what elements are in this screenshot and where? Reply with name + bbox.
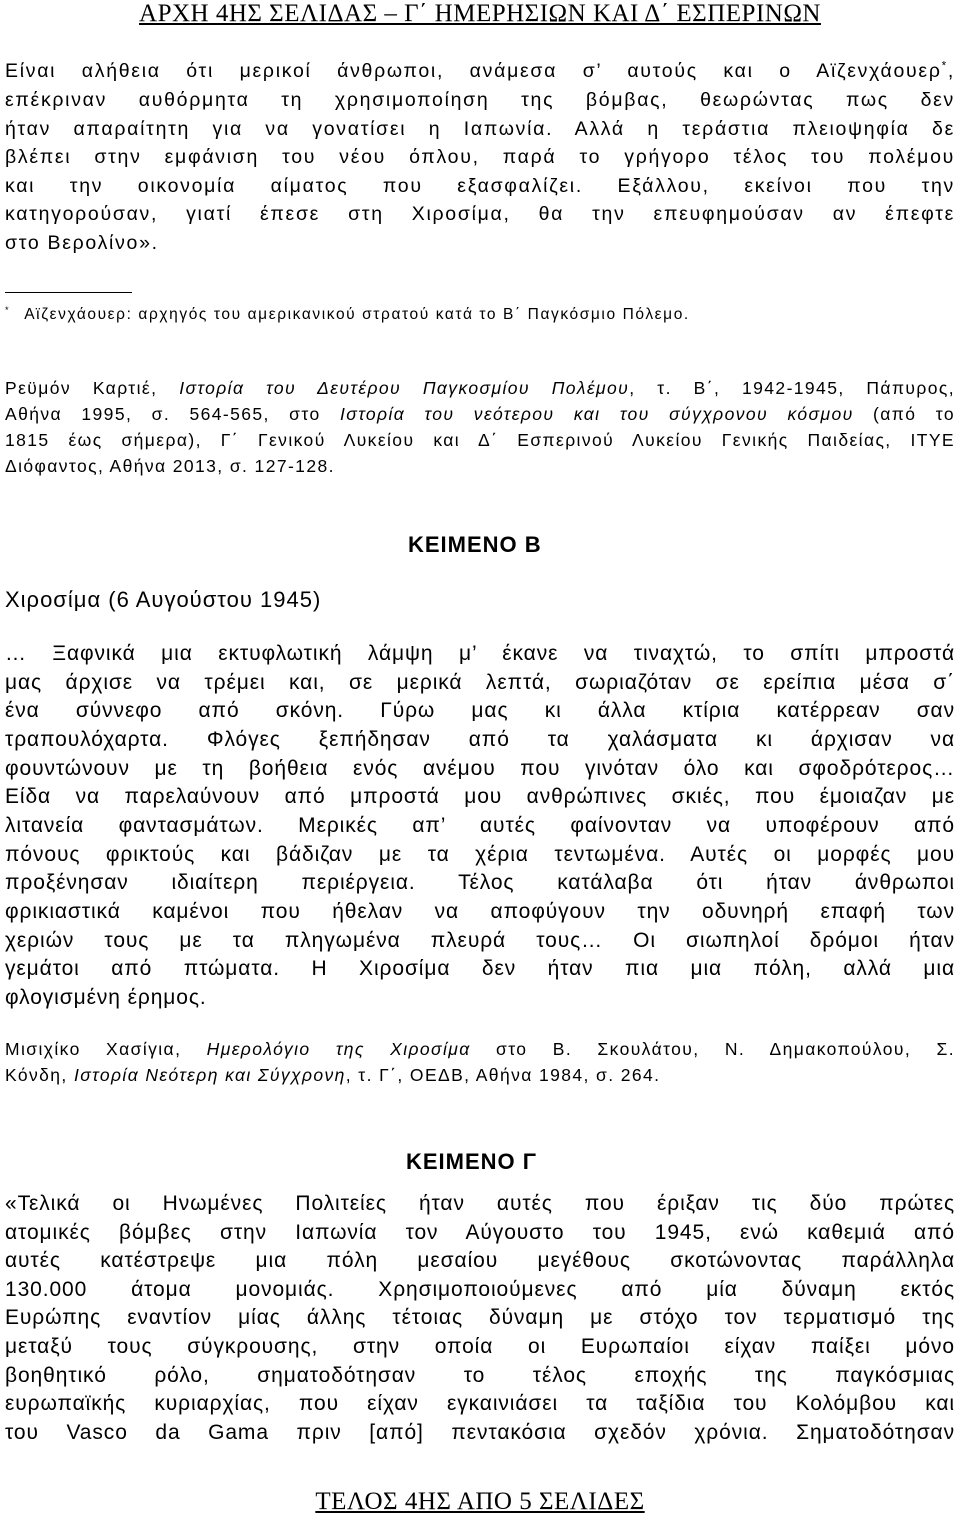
- text-a-line: επέκριναν αυθόρμητα τη χρησιμοποίηση της βόμβας, θεωρώντας πως δεν: [5, 89, 955, 111]
- text-b-line: φλογισμένη έρημος.: [5, 986, 207, 1009]
- text-a-line: και την οικονομία αίματος που εξασφαλίζει. Εξάλλου, εκείνοι που την: [5, 175, 955, 197]
- text-c-line: μεταξύ τους σύγκρουσης, στην οποία οι Ευρωπαίοι είχαν παίξει μόνο: [5, 1335, 955, 1358]
- page-header: ΑΡΧΗ 4ΗΣ ΣΕΛΙΔΑΣ – Γ΄ ΗΜΕΡΗΣΙΩΝ ΚΑΙ Δ΄ ΕΣΠΕΡΙΝΩΝ: [139, 0, 821, 27]
- source-line: Κόνδη, Ιστορία Νεότερη και Σύγχρονη, τ. Γ΄, ΟΕΔΒ, Αθήνα 1984, σ. 264.: [5, 1065, 661, 1085]
- footnote-divider: [5, 292, 132, 293]
- text-c-line: ατομικές βόμβες στην Ιαπωνία τον Αύγουστο του 1945, ενώ καθεμιά από: [5, 1221, 955, 1244]
- text-c-line: 130.000 άτομα μονομιάς. Χρησιμοποιούμενες από μία δύναμη εκτός: [5, 1278, 955, 1301]
- text-b-line: ένα σύννεφο από σκόνη. Γύρω μας κι άλλα κτίρια κατέρρεαν σαν: [5, 699, 955, 722]
- source-line: Διόφαντος, Αθήνα 2013, σ. 127-128.: [5, 456, 335, 476]
- text-b-line: γεμάτοι από πτώματα. Η Χιροσίμα δεν ήταν πια μια πόλη, αλλά μια: [5, 957, 955, 980]
- text-a-line: Είναι αλήθεια ότι μερικοί άνθρωποι, ανάμεσα σ’ αυτούς και ο Αϊζενχάουερ*,: [5, 59, 955, 82]
- text-b-line: λιτανεία φαντασμάτων. Μερικές απ’ αυτές φαίνονταν να υποφέρουν από: [5, 814, 955, 837]
- text-a-line: ήταν απαραίτητη για να γονατίσει η Ιαπωνία. Αλλά η τεράστια πλειοψηφία δε: [5, 118, 955, 140]
- source-line: 1815 έως σήμερα), Γ΄ Γενικού Λυκείου και Δ΄ Εσπερινού Λυκείου Γενικής Παιδείας, ΙΤΥΕ: [5, 430, 955, 450]
- text-b-title: ΚΕΙΜΕΝΟ Β: [408, 532, 542, 557]
- source-line: Αθήνα 1995, σ. 564-565, στο Ιστορία του νεότερου και του σύγχρονου κόσμου (από το: [5, 404, 955, 424]
- text-b-line: … Ξαφνικά μια εκτυφλωτική λάμψη μ’ έκανε να τιναχτώ, το σπίτι μπροστά: [5, 642, 955, 665]
- page-footer: ΤΕΛΟΣ 4ΗΣ ΑΠΟ 5 ΣΕΛΙΔΕΣ: [315, 1488, 645, 1515]
- text-b-line: πόνους φρικτούς και βάδιζαν με τα χέρια τεντωμένα. Αυτές οι μορφές μου: [5, 843, 955, 866]
- text-b-line: φουντώνουν με τη βοήθεια ενός ανέμου που γινόταν όλο και σφοδρότερος…: [5, 757, 955, 780]
- text-c-line: αυτές κατέστρεψε μια πόλη μεσαίου μεγέθους σκοτώνοντας παράλληλα: [5, 1249, 955, 1272]
- text-c-line: του Vasco da Gama πριν [από] πεντακόσια σχεδόν χρόνια. Σηματοδότησαν: [5, 1421, 955, 1444]
- text-b-line: χεριών τους με τα πληγωμένα πλευρά τους… Οι σιωπηλοί δρόμοι ήταν: [5, 929, 955, 952]
- text-b-line: μας άρχισε να τρέμει και, σε μερικά λεπτά, σωριαζόταν σε ερείπια μέσα σ΄: [5, 671, 955, 694]
- footnote: * Αϊζενχάουερ: αρχηγός του αμερικανικού στρατού κατά το Β΄ Παγκόσμιο Πόλεμο.: [5, 304, 690, 323]
- text-a-line: στο Βερολίνο».: [5, 232, 159, 254]
- text-b-line: Είδα να παρελαύνουν από μπροστά μου ανθρώπινες σκιές, που έμοιαζαν με: [5, 785, 955, 808]
- text-c-line: «Τελικά οι Ηνωμένες Πολιτείες ήταν αυτές που έριξαν τις δύο πρώτες: [5, 1192, 955, 1215]
- footnote-marker: *: [941, 59, 948, 73]
- source-line: Μισιχίκο Χασίγια, Ημερολόγιο της Χιροσίμα στο Β. Σκουλάτου, Ν. Δημακοπούλου, Σ.: [5, 1039, 955, 1059]
- text-b-subtitle: Χιροσίμα (6 Αυγούστου 1945): [5, 587, 322, 612]
- text-a-line: βλέπει στην εμφάνιση του νέου όπλου, παρά το γρήγορο τέλος του πολέμου: [5, 146, 955, 168]
- text-c-line: βοηθητικό ρόλο, σηματοδότησαν το τέλος εποχής της παγκόσμιας: [5, 1364, 955, 1387]
- source-line: Ρεϋμόν Καρτιέ, Ιστορία του Δευτέρου Παγκοσμίου Πολέμου, τ. Β΄, 1942-1945, Πάπυρος,: [5, 378, 955, 398]
- text-b-line: τραπουλόχαρτα. Φλόγες ξεπήδησαν από τα χαλάσματα κι άρχισαν να: [5, 728, 955, 751]
- footnote-marker: *: [5, 304, 11, 315]
- text-a-line: κατηγορούσαν, γιατί έπεσε στη Χιροσίμα, θα την επευφημούσαν αν έπεφτε: [5, 203, 955, 225]
- text-c-line: Ευρώπης εναντίον μίας άλλης τέτοιας δύναμη με στόχο τον τερματισμό της: [5, 1306, 955, 1329]
- text-c-title: ΚΕΙΜΕΝΟ Γ: [406, 1149, 538, 1174]
- text-b-line: φρικιαστικά καμένοι που ήθελαν να αποφύγουν την οδυνηρή επαφή των: [5, 900, 955, 923]
- text-b-line: προξένησαν ιδιαίτερη περιέργεια. Τέλος κατάλαβα ότι ήταν άνθρωποι: [5, 871, 955, 894]
- text-c-line: ευρωπαϊκής κυριαρχίας, που είχαν εγκαινιάσει τα ταξίδια του Κολόμβου και: [5, 1392, 955, 1415]
